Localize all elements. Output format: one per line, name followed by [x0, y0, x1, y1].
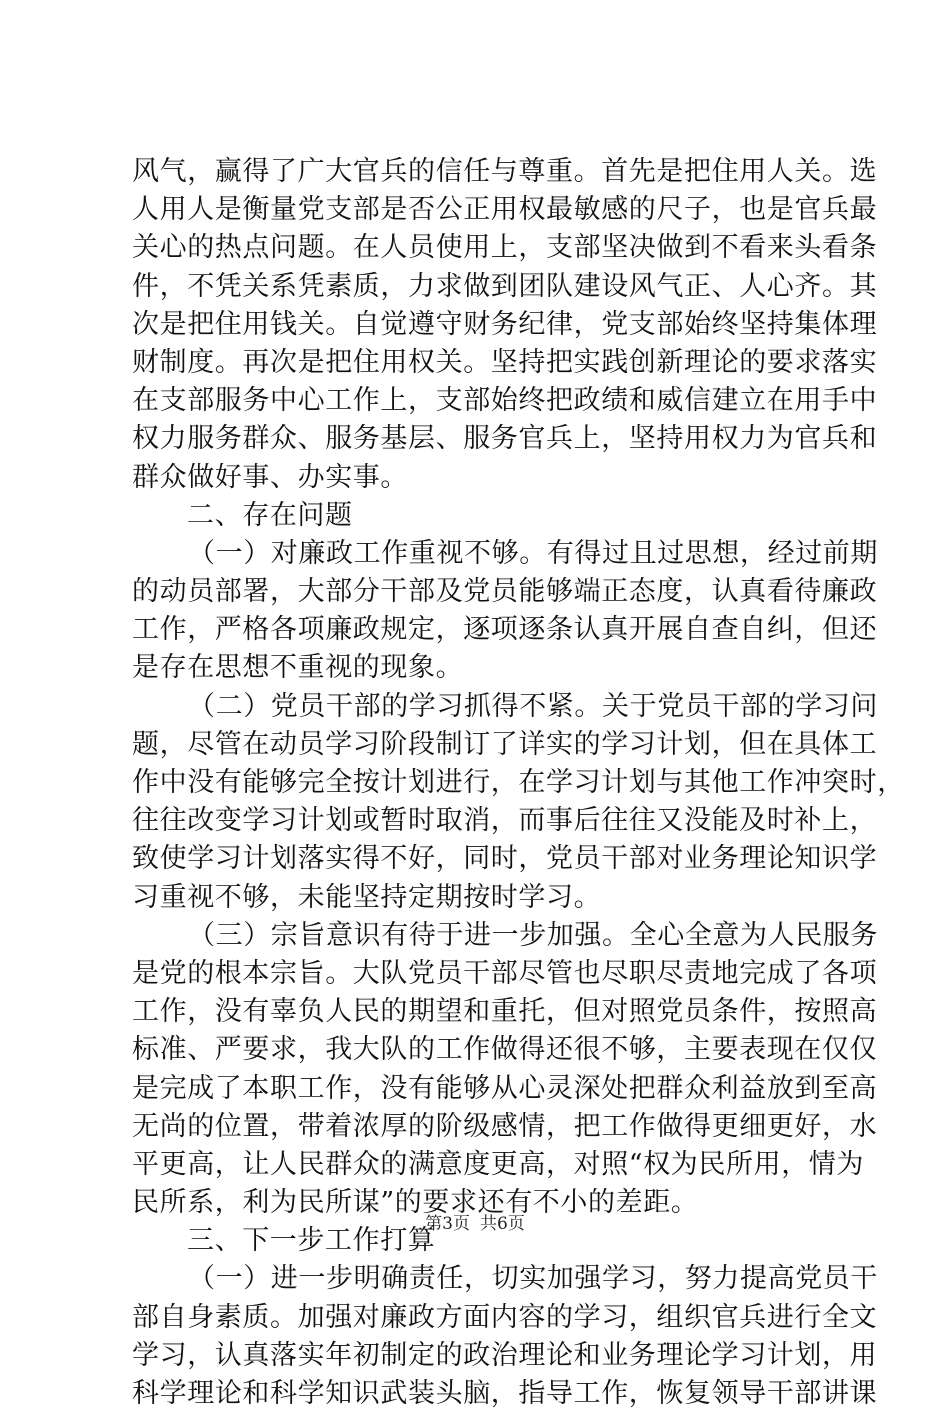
- text-line: 学习，认真落实年初制定的政治理论和业务理论学习计划，用: [132, 1339, 878, 1371]
- text-line: 风气，赢得了广大官兵的信任与尊重。首先是把住用人关。选: [132, 156, 878, 187]
- text-line: 工作，没有辜负人民的期望和重托，但对照党员条件，按照高: [132, 996, 878, 1028]
- text-line: 往往改变学习计划或暂时取消，而事后往往又没能及时补上，: [132, 805, 878, 837]
- text-line: 题，尽管在动员学习阶段制订了详实的学习计划，但在具体工: [132, 728, 878, 760]
- text-line: 平更高，让人民群众的满意度更高，对照“权为民所用，情为: [132, 1148, 865, 1180]
- section-heading: 二、存在问题: [187, 499, 353, 531]
- text-line: 次是把住用钱关。自觉遵守财务纪律，党支部始终坚持集体理: [132, 308, 878, 340]
- text-line: 标准、严要求，我大队的工作做得还很不够，主要表现在仅仅: [132, 1034, 878, 1066]
- text-line: （三）宗旨意识有待于进一步加强。全心全意为人民服务: [188, 919, 878, 951]
- text-line: 关心的热点问题。在人员使用上，支部坚决做到不看来头看条: [132, 232, 878, 264]
- text-line: 权力服务群众、服务基层、服务官兵上，坚持用权力为官兵和: [132, 423, 878, 455]
- text-line: 科学理论和科学知识武装头脑，指导工作，恢复领导干部讲课: [132, 1378, 878, 1409]
- text-line: 在支部服务中心工作上，支部始终把政绩和威信建立在用手中: [132, 385, 878, 417]
- text-line: 财制度。再次是把住用权关。坚持把实践创新理论的要求落实: [132, 346, 878, 378]
- text-line: 是完成了本职工作，没有能够从心灵深处把群众利益放到至高: [132, 1072, 878, 1104]
- text-line: 工作，严格各项廉政规定，逐项逐条认真开展自查自纠，但还: [132, 614, 878, 646]
- text-line: 是存在思想不重视的现象。: [132, 652, 464, 684]
- text-line: 是党的根本宗旨。大队党员干部尽管也尽职尽责地完成了各项: [132, 957, 878, 989]
- text-line: （一）进一步明确责任，切实加强学习，努力提高党员干: [188, 1263, 878, 1295]
- text-line: 民所系，利为民所谋”的要求还有不小的差距。: [132, 1187, 699, 1219]
- text-line: 部自身素质。加强对廉政方面内容的学习，组织官兵进行全文: [132, 1301, 878, 1333]
- section-heading: 三、下一步工作打算: [187, 1225, 436, 1257]
- text-line: 作中没有能够完全按计划进行，在学习计划与其他工作冲突时，: [132, 767, 905, 798]
- text-line: 人用人是衡量党支部是否公正用权最敏感的尺子，也是官兵最: [132, 194, 878, 226]
- page-footer: [0, 1212, 950, 1236]
- text-line: 致使学习计划落实得不好，同时，党员干部对业务理论知识学: [132, 843, 878, 875]
- text-line: 习重视不够，未能坚持定期按时学习。: [132, 881, 602, 913]
- text-line: （一）对廉政工作重视不够。有得过且过思想，经过前期: [188, 537, 878, 569]
- text-line: 群众做好事、办实事。: [132, 461, 408, 493]
- page-total: 共6页: [480, 1214, 525, 1234]
- text-line: 无尚的位置，带着浓厚的阶级感情，把工作做得更细更好，水: [132, 1110, 878, 1142]
- text-line: （二）党员干部的学习抓得不紧。关于党员干部的学习问: [188, 690, 878, 722]
- text-line: 的动员部署，大部分干部及党员能够端正态度，认真看待廉政: [132, 576, 878, 608]
- text-line: 件，不凭关系凭素质，力求做到团队建设风气正、人心齐。其: [132, 270, 878, 302]
- page-number: 第3页: [425, 1214, 470, 1234]
